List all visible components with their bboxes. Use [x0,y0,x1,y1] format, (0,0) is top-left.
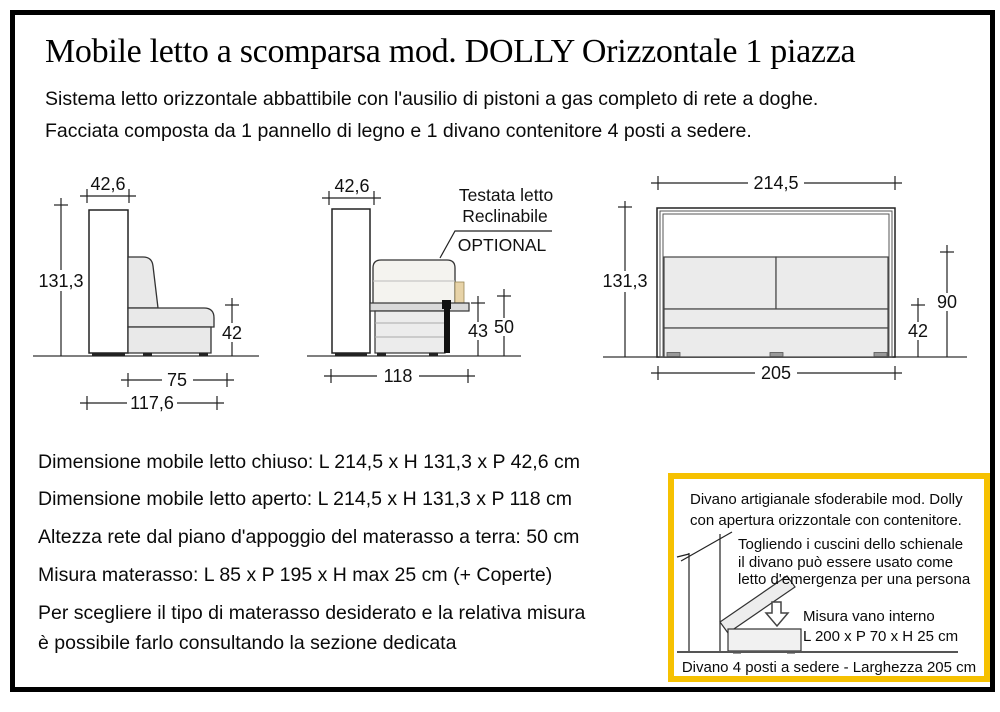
headboard-note-line1: Testata letto [458,185,554,205]
mattress-edge [455,282,464,305]
dim-total-depth-closed: 117,6 [130,393,174,413]
page-border [10,10,995,692]
headboard-annotation [440,185,553,258]
dim-seat-height-front: 42 [907,321,929,341]
info-box-footer: Divano 4 posti a sedere - Larghezza 205 cm [681,659,977,676]
dim-sofa-width: 205 [760,363,792,383]
dim-sofa-depth: 75 [166,370,188,390]
front-view-drawing [600,173,972,393]
page-title: Mobile letto a scomparsa mod. DOLLY Orizzontale 1 piazza [45,33,856,70]
back-cushion-left [664,257,776,309]
closed-side-view-drawing [25,173,270,421]
inner-compartment-measure [803,607,958,647]
info-body-line1: Togliendo i cuscini dello schienale [738,536,964,553]
vano-value: L 200 x P 70 x H 25 cm [803,628,959,645]
info-heading-line1: Divano artigianale sfoderabile mod. Dolly [690,491,963,508]
intro-line-2: Facciata composta da 1 pannello di legno e 1 divano contenitore 4 posti a sedere. [45,120,752,142]
reclining-headboard [373,260,455,305]
info-box-body [738,536,970,589]
dim-depth-closed: 42,6 [90,174,126,194]
spec-line-open: Dimensione mobile letto aperto: L 214,5 x H 131,3 x P 118 cm [38,488,573,510]
intro-line-1: Sistema letto orizzontale abbattibile con l'ausilio di pistoni a gas completo di rete a doghe. [45,88,819,110]
info-body-line2: il divano può essere usato come [738,553,954,571]
spec-line-mattress: Misura materasso: L 85 x P 195 x H max 25 cm (+ Coperte) [38,564,553,586]
info-body-line3: letto d'emergenza per una persona [738,571,971,588]
dim-bed-height: 50 [493,317,515,337]
info-heading-line2: con apertura orizzontale con contenitore. [690,512,962,529]
headboard-note-optional: OPTIONAL [457,235,547,255]
info-box [668,473,990,682]
sofa-seat-cushion [128,308,214,327]
spec-note-line-2: è possibile farlo consultando la sezione dedicata [38,632,457,654]
info-box-heading [690,489,963,531]
support-leg [444,302,450,353]
bed-base [375,311,445,353]
dim-total-depth-open: 118 [383,366,413,386]
spec-line-net-height: Altezza rete dal piano d'appoggio del materasso a terra: 50 cm [38,526,580,548]
dim-frame-height: 43 [467,321,489,341]
back-cushion-right [776,257,888,309]
open-side-view-drawing [305,173,555,393]
cabinet-panel [332,209,370,353]
sofa-base [128,327,211,353]
cabinet-panel [89,210,128,353]
vano-title: Misura vano interno [803,608,935,625]
spec-line-closed: Dimensione mobile letto chiuso: L 214,5 x H 131,3 x P 42,6 cm [38,451,580,473]
storage-box [728,629,801,651]
dim-seat-height-closed: 42 [221,323,243,343]
bed-platform-rail [370,303,469,311]
dim-height-front: 131,3 [602,271,648,291]
headboard-note-line2: Reclinabile [462,206,548,226]
dim-height-closed: 131,3 [38,271,84,291]
info-box-ground-line [677,651,958,653]
sofa-backrest [128,257,158,308]
seat-band [664,309,888,328]
dim-depth-open-top: 42,6 [334,176,370,196]
spec-note-line-1: Per scegliere il tipo di materasso desiderato e la relativa misura [38,602,586,624]
dim-total-width: 214,5 [753,173,799,193]
down-arrow-icon [766,602,788,626]
dim-backrest-height: 90 [936,292,958,312]
